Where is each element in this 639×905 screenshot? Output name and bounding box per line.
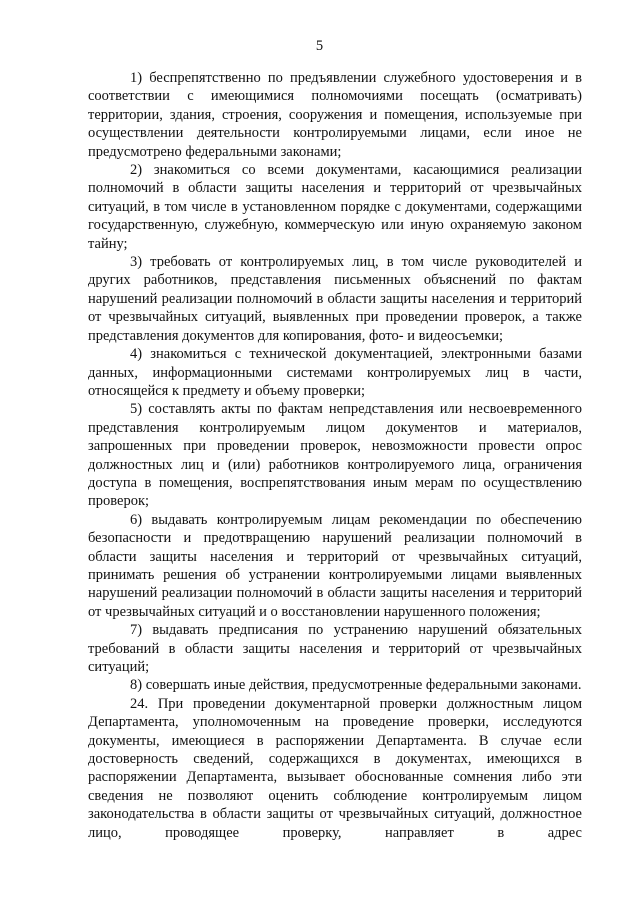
paragraph-item-3: 3) требовать от контролируемых лиц, в том числе руководителей и других работников, представления письменных объяснений по фактам нарушений реализации полномочий в области защиты населения и территорий от чрезвычайных ситуаций, выявленных при проведении проверок, а также представления документов для копирования, фото- и видеосъемки; xyxy=(88,254,582,344)
paragraph-section-24: 24. При проведении документарной проверки должностным лицом Департамента, уполномоченным на проведение проверки, исследуются документы, имеющиеся в распоряжении Департамента. В случае если достоверность сведений, содержащихся в документах, имеющихся в распоряжении Департамента, вызывает обоснованные сомнения либо эти сведения не позволяют оценить соблюдение контролируемым лицом законодательства в области защиты от чрезвычайных ситуаций, должностное лицо, проводящее проверку, направляет в адрес xyxy=(88,695,582,841)
page-number: 5 xyxy=(315,38,324,54)
paragraph-item-4: 4) знакомиться с технической документацией, электронными базами данных, информационными системами контролируемых лиц в части, относящейся к предмету и объему проверки; xyxy=(88,346,582,399)
paragraph-item-5: 5) составлять акты по фактам непредставления или несвоевременного представления контролируемым лицом документов и материалов, запрошенных при проведении проверок, невозможности провести опрос должностных лиц и (или) работников контролируемого лица, ограничения доступа в помещения, воспрепятствования иным мерам по осуществлению проверок; xyxy=(88,401,582,510)
paragraph-item-2: 2) знакомиться со всеми документами, касающимися реализации полномочий в области защиты населения и территорий от чрезвычайных ситуаций, в том числе в установленном порядке с документами, содержащими государственную, служебную, коммерческую или иную охраняемую законом тайну; xyxy=(88,162,582,252)
paragraph-item-8: 8) совершать иные действия, предусмотренные федеральными законами. xyxy=(130,677,582,694)
paragraph-item-6: 6) выдавать контролируемым лицам рекомендации по обеспечению безопасности и предотвращению нарушений реализации полномочий в области защиты населения и территорий от чрезвычайных ситуаций, принимать решения об устранении контролируемыми лицами выявленных нарушений реализации полномочий в области защиты населения и территорий от чрезвычайных ситуаций и о восстановлении нарушенного положения; xyxy=(88,511,582,620)
paragraph-item-1: 1) беспрепятственно по предъявлении служебного удостоверения и в соответствии с имеющимися полномочиями посещать (осматривать) территории, здания, строения, сооружения и помещения, используемые при осуществлении деятельности контролируемыми лицами, если иное не предусмотрено федеральными законами; xyxy=(88,70,582,160)
paragraph-item-7: 7) выдавать предписания по устранению нарушений обязательных требований в области защиты населения и территорий от чрезвычайных ситуаций; xyxy=(88,622,582,675)
document-body xyxy=(88,69,582,842)
